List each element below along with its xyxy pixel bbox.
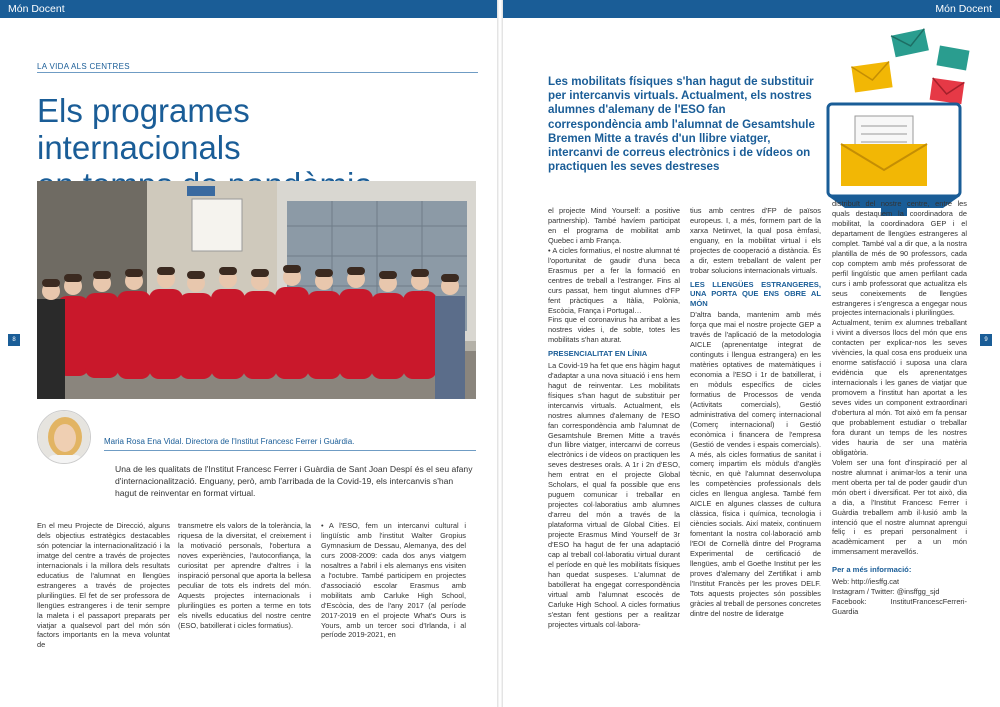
header-right: Món Docent (503, 0, 1000, 18)
group-photo-illustration (37, 181, 476, 399)
subheading: LES LLENGÜES ESTRANGERES, UNA PORTA QUE ENS OBRE AL MÓN (690, 279, 821, 308)
web-link[interactable]: Web: http://iesffg.cat (832, 576, 900, 586)
paragraph: Fins que el coronavirus ha arribat a les nostres vides i, de sobte, totes les mobilitats s'han aturat. (548, 315, 680, 345)
paragraph: transmetre els valors de la tolerància, la riquesa de la diversitat, el creixement i la motivació personals, l'obertura a noves experiències, l'autoconfiança, la curiositat per aprendre d'altres i la inspiració personal que aporta la bellesa peculiar de tots els indrets del món. Aquests projectes internacionals i plurilingües es porten a terme en tots els nivells educatius del nostre centre (ESO, batxillerat i cicles formatius). (178, 521, 311, 630)
paragraph: En el meu Projecte de Direcció, alguns dels objectius estratègics destacables són potenciar la internacionalització i la imatge del centre a través de projectes internacionals i la millora dels resultats educatius de l'alumnat en llengües estrangeres a través de projectes plurilingües. El fet de ser professora de llengües estrangeres i de tenir sempre la maleta i el passaport preparats per viatjar a qualsevol part del món són factors importants en la meva voluntat de (37, 521, 170, 650)
caption-divider (104, 450, 476, 451)
portrait-illustration (38, 411, 91, 464)
paragraph: La Covid-19 ha fet que ens hàgim hagut d'adaptar a una nova situació i ens hem hagut de reinventar. Les mobilitats físiques s'han hagut de substituir per intercanvis virtuals. Actualment, els nostres alumnes d'alemany de l'ESO fan correspondència amb l'alumnat de Gesamtshule Bremen Mitte a través d'un llibre viatger, intercanvi de correus electrònics i de vídeos on practiquen les seves destreses orals. A 1r i 2n d'ESO, hem entrat en el projecte Global Scholars, el qual fa possible que ens puguem comunicar i treballar en projectes col·laboratius amb alumnes d'arreu del món a través de la plataforma virtual de Global Cities. El projecte Erasmus Mind Yourself de 3r d'ESO ha hagut de fer una adaptació cap al treball col·laboratiu virtual durant el període en què les mobilitats físiques han quedat suspeses. L'alumnat de batxillerat ha engegat correspondència virtual amb l'alumnat escocès de Carluke High School. A cicles formatius s'estan fent gestions per a realitzar projectes virtuals col·labora- (548, 360, 680, 629)
paragraph: Actualment, tenim ex alumnes treballant i vivint a diversos llocs del món que ens contacten per explicar-nos les seves vivències, la qual cosa ens produeix una enorme satisfacció i suposa una clara evidència que els aprenentatges internacionals i les ganes de viatjar que promovem a l'institut han aportat a les seves vides un component extraordinari d'obertura al món. Tot això em fa pensar que probablement estudiar o treballar fora durant un temps de les nostres vides hauria de ser una matèria obligatòria. (832, 318, 967, 457)
facebook-link[interactable]: Facebook: InstitutFrancescFerreri-Guardia (832, 596, 967, 616)
computer-monitor-icon (823, 24, 980, 220)
header-left: Món Docent (0, 0, 497, 18)
photo-caption: Maria Rosa Ena Vidal. Directora de l'Institut Francesc Ferrer i Guàrdia. (104, 437, 355, 446)
paragraph: el projecte Mind Yourself: a positive partnership). També havíem participat en el programa de mobilitat amb Quebec i amb França. (548, 206, 680, 245)
column-6 (832, 199, 967, 617)
subheading: PRESENCIALITAT EN LÍNIA (548, 349, 648, 359)
paragraph: distribuït del nostre centre, entre les quals destaquem la coordinadora de mobilitat, la coordinadora GEP i el departament de llengües estrangeres al complet. També val a dir que, a la nostra plantilla de més de 90 professors, cada cop comptem amb més professorat de perfil lingüístic que amen perfilant cada curs i amb professorat que actualitza els seus coneixements de llengües estrangeres i s'engresca a engegar nous projectes internacionals i plurilingües. (832, 199, 967, 318)
column-5 (690, 206, 821, 619)
section-divider (37, 72, 478, 73)
column-1 (37, 521, 170, 650)
column-4 (548, 206, 680, 630)
title-line-1: Els programes internacionals (37, 92, 250, 166)
paragraph: Volem ser una font d'inspiració per al nostre alumnat i animar-los a tenir una ment oberta per tal de poder gaudir d'un món obert i diversificat. Per tot això, dia a dia, a l'Institut Francesc Ferrer i Guàrdia treballem amb il·lusió amb la intenció que el nostre alumnat aprengui feliç i es prepari personalment i acadèmicament per a un món immensament meravellós. (832, 457, 967, 557)
column-3 (321, 521, 466, 640)
group-photo (37, 181, 476, 399)
envelope-icon (851, 29, 969, 104)
more-info-heading: Per a més informació: (832, 565, 912, 575)
paragraph: • A cicles formatius, el nostre alumnat té l'oportunitat de gaudir d'una beca Erasmus per a fer la formació en centres de treball a l'estranger. Fins al curs passat, hem tingut alumnes d'FP fent pràctiques a Itàlia, Polònia, Escòcia, França i Portugal… (548, 245, 680, 315)
lead-paragraph: Una de les qualitats de l'Institut Francesc Ferrer i Guàrdia de Sant Joan Despí és el seu afany d'internacionalització. Enguany, però, amb l'arribada de la Covid-19, els intercanvis s'han hagut de reinventar en format virtual. (115, 464, 473, 498)
section-label: LA VIDA ALS CENTRES (37, 62, 130, 71)
page-number-right: 9 (980, 334, 992, 346)
paragraph: • A l'ESO, fem un intercanvi cultural i lingüístic amb l'institut Walter Gropius Gymnasium de Dessau, Alemanya, des del curs 2008-2009: cada dos anys viatgem nosaltres a l'abril i els alemanys ens visiten a l'octubre. També participem en projectes d'associació escolar Erasmus amb mobilitats amb Carluke High School, d'Escòcia, des de l'any 2017 (al període 2017-2019 en el projecte What's Ours is Yours, amb un tercer soci d'Irlanda, i al període 2019-2021, en (321, 521, 466, 640)
portrait-photo (37, 410, 91, 464)
paragraph: D'altra banda, mantenim amb més força que mai el nostre projecte GEP a través de l'aplicació de la metodologia AICLE (aprenentatge integrat de continguts i llengua estrangera) en les matèries optatives de matemàtiques i economia a l'ESO i 1r de batxillerat, i en mòduls específics de cicles formatius de Processos de venda (Activitats comercials), Gestió administrativa del comerç internacional (Comerç internacional) i Gestió econòmica i financera de l'empresa (Gestió de vendes i espais comercials). A més, als cicles formatius de sanitat i comerç impartim els mòduls d'anglès tècnic, en què l'alumnat desenvolupa les competències professionals dels cicles en llengua anglesa. També fem AICLE en algunes classes de cultura clàssica, física i química, tecnologia i ciències socials. Així mateix, continuem fomentant la nostra col·laboració amb l'EOI de Cornellà dintre del Programa Experimental de certificació de llengües, amb el Goethe Institut per les proves d'alemany del Zertifikat i amb l'Institut Francès per les proves DELF. Tots aquests projectes són possibles gràcies al treball de persones concretes dintre del nostre de lideratge (690, 310, 821, 618)
paragraph: tius amb centres d'FP de països europeus. I, a més, formem part de la xarxa Netinvet, la qual posa èmfasi, enguany, en la mobilitat virtual i els projectes de cooperació a distància. És a dir, estem treballant de valent per trobar solucions internacionals virtuals. (690, 206, 821, 275)
page-gutter (497, 0, 503, 707)
pull-quote: Les mobilitats físiques s'han hagut de substituir per intercanvis virtuals. Actualment, els nostres alumnes d'alemany de l'ESO fan correspondència amb l'alumnat de Gesamtshule Bremen Mitte a través d'un llibre viatger, intercanvi de correus electrònics i de vídeos on practiquen les seves destreses (548, 75, 815, 174)
page-number-left: 8 (8, 334, 20, 346)
instagram-twitter-link[interactable]: Instagram / Twitter: @insffgg_sjd (832, 586, 940, 596)
email-illustration (823, 24, 980, 220)
column-2 (178, 521, 311, 630)
